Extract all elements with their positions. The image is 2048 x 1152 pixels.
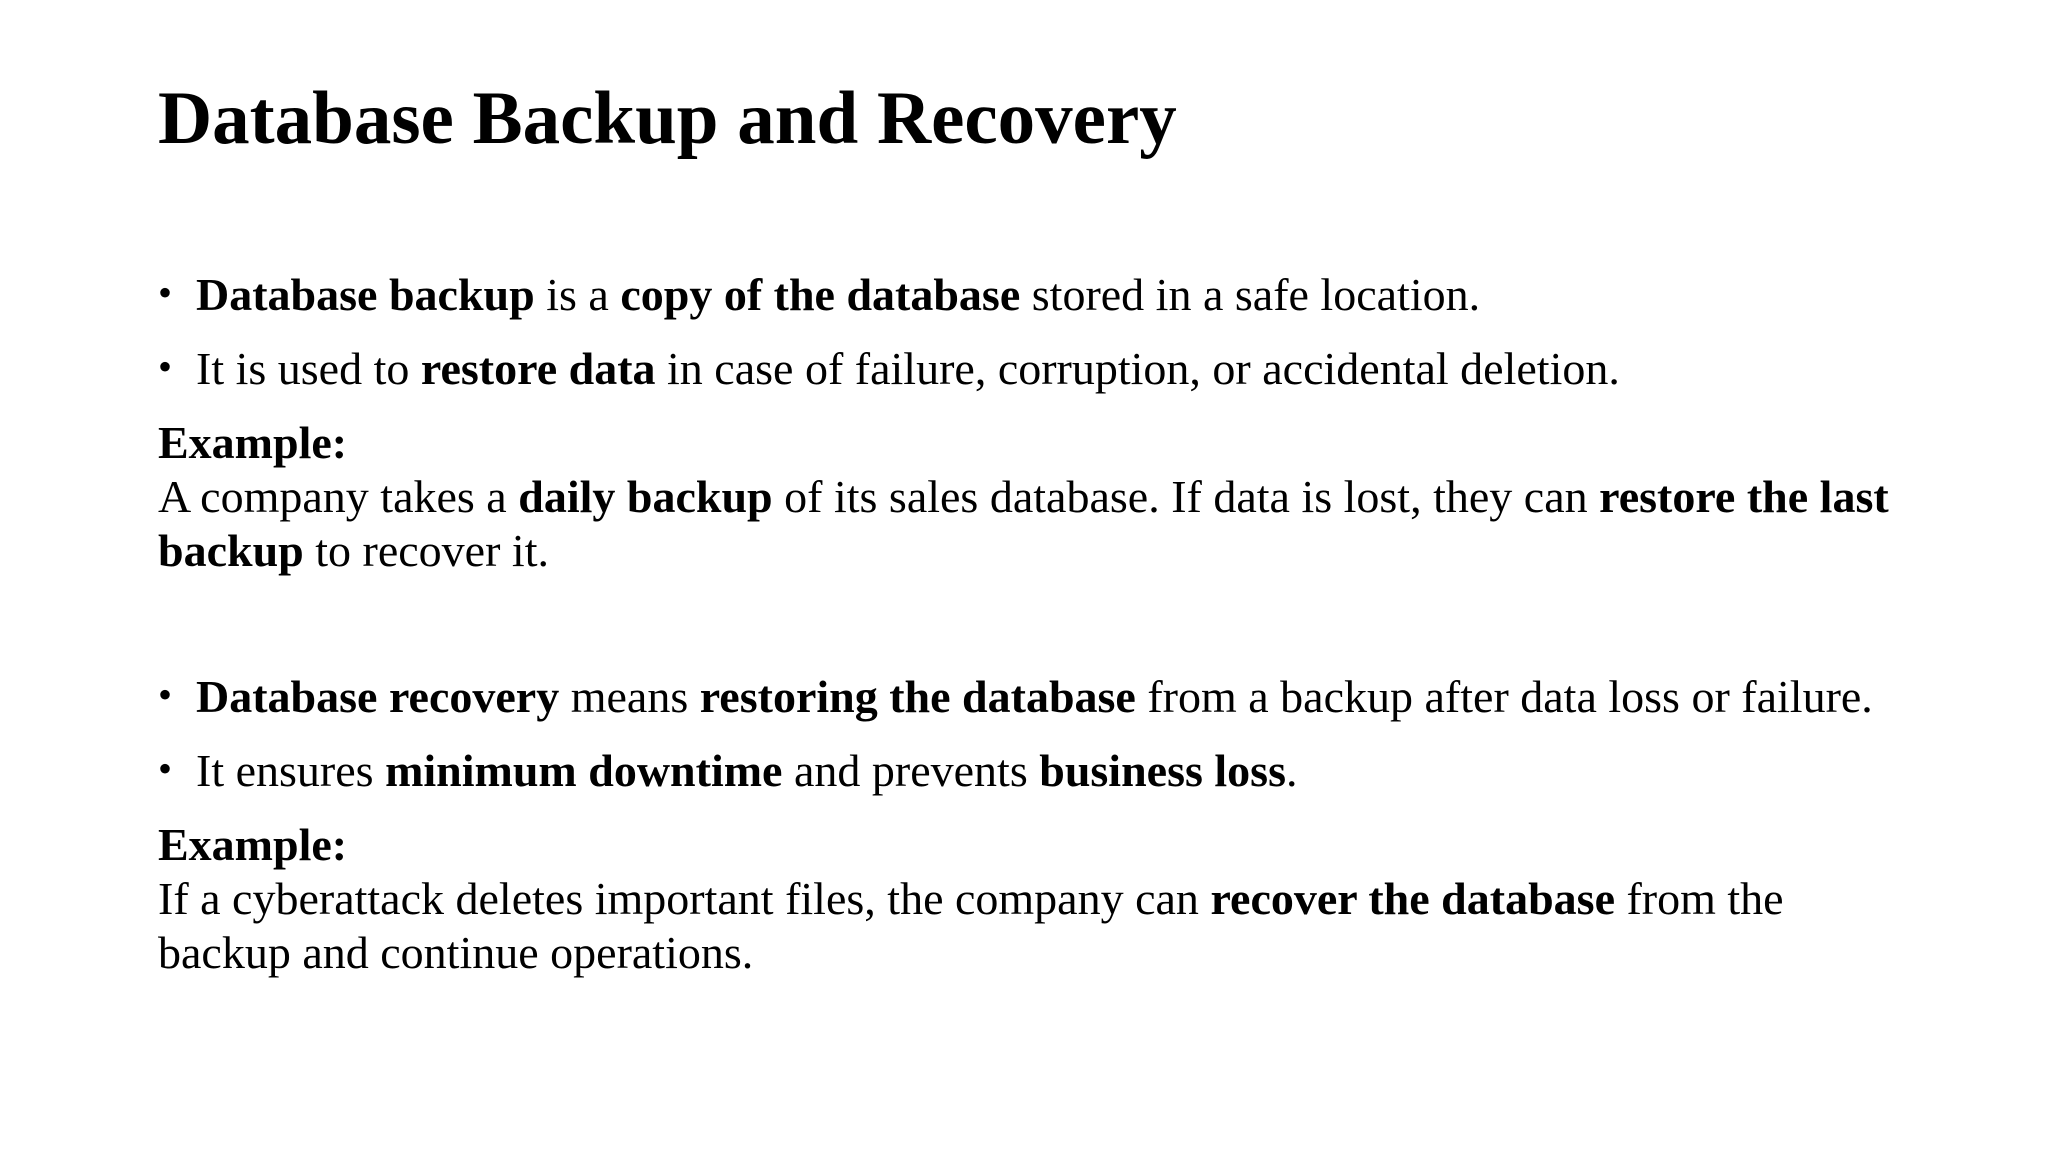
text: It ensures xyxy=(196,745,386,796)
text: A company takes a xyxy=(158,471,519,522)
bullet-item-recovery-definition xyxy=(158,670,1918,724)
bold-text: Database recovery xyxy=(196,671,560,722)
bullet-icon: • xyxy=(158,672,173,717)
text: in case of failure, corruption, or accidental deletion. xyxy=(655,343,1620,394)
text: of its sales database. If data is lost, they can xyxy=(772,471,1600,522)
text: from the backup and continue operations. xyxy=(158,873,1784,978)
bold-text: Database backup xyxy=(196,269,535,320)
example-text-backup xyxy=(158,470,1918,578)
example-label: Example: xyxy=(158,819,348,870)
bold-text: restore data xyxy=(420,343,656,394)
bold-text: daily backup xyxy=(518,471,773,522)
slide-title: Database Backup and Recovery xyxy=(158,77,1177,160)
example-text-recovery xyxy=(158,872,1918,980)
text: is a xyxy=(534,269,621,320)
bullet-item-recovery-benefit xyxy=(158,744,1918,798)
bullet-icon: • xyxy=(158,270,173,315)
bold-text: minimum downtime xyxy=(385,745,783,796)
bullet-icon: • xyxy=(158,746,173,791)
example-label: Example: xyxy=(158,417,348,468)
bold-text: restoring the database xyxy=(699,671,1136,722)
text: and prevents xyxy=(782,745,1040,796)
bold-text: recover the database xyxy=(1210,873,1615,924)
text: If a cyberattack deletes important files, the company can xyxy=(158,873,1211,924)
bullet-item-backup-definition xyxy=(158,268,1918,322)
text: from a backup after data loss or failure. xyxy=(1135,671,1873,722)
bullet-item-backup-purpose xyxy=(158,342,1918,396)
bullet-icon: • xyxy=(158,344,173,389)
backup-section xyxy=(158,268,1918,578)
text: It is used to xyxy=(196,343,421,394)
bold-text: business loss xyxy=(1039,745,1286,796)
text: . xyxy=(1285,745,1298,796)
bold-text: copy of the database xyxy=(620,269,1021,320)
text: means xyxy=(559,671,700,722)
text: to recover it. xyxy=(303,525,549,576)
bold-text: restore the last backup xyxy=(158,471,1889,576)
text: stored in a safe location. xyxy=(1020,269,1481,320)
recovery-section xyxy=(158,670,1918,980)
